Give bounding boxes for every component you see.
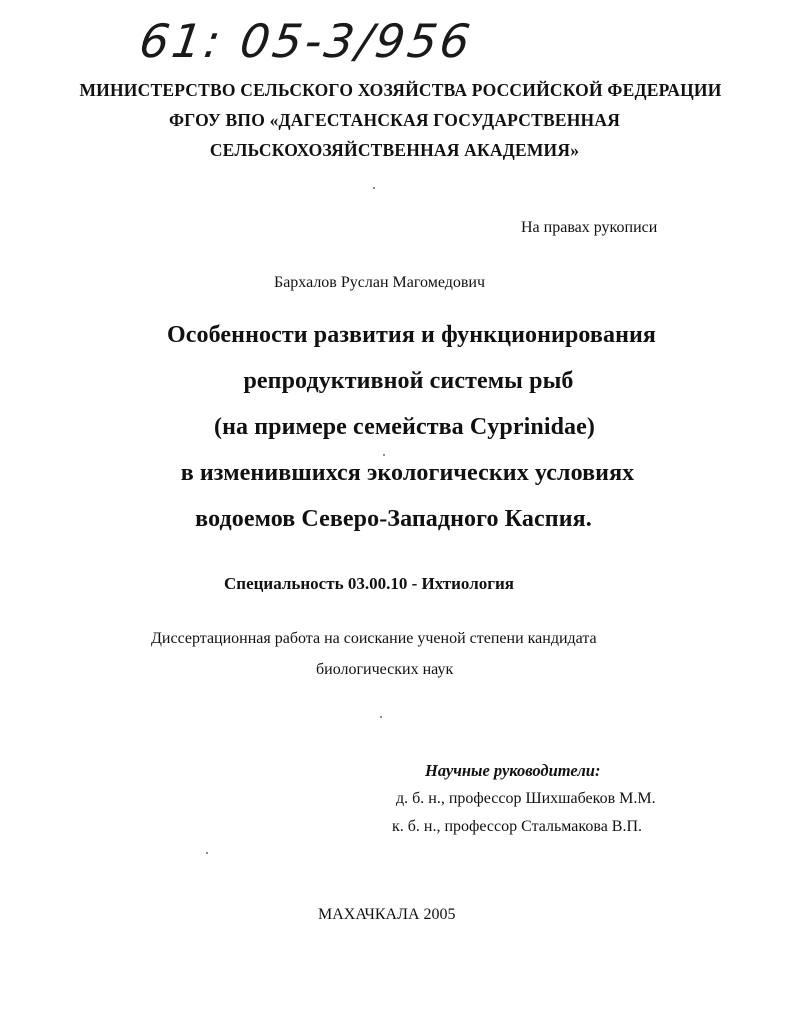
institution-name-line2: СЕЛЬСКОХОЗЯЙСТВЕННАЯ АКАДЕМИЯ» bbox=[209, 140, 580, 160]
title-line-1: Особенности развития и функционирования bbox=[166, 322, 657, 348]
advisor-1: д. б. н., профессор Шихшабеков М.М. bbox=[396, 790, 656, 807]
dissertation-description-line1: Диссертационная работа на соискание ученой степени кандидата bbox=[151, 630, 597, 647]
title-line-2: репродуктивной системы рыб bbox=[243, 368, 574, 394]
scan-speck bbox=[380, 716, 382, 718]
title-line-4: в изменившихся экологических условиях bbox=[180, 460, 635, 486]
specialty: Специальность 03.00.10 - Ихтиология bbox=[224, 574, 514, 593]
dissertation-description-line2: биологических наук bbox=[316, 661, 454, 678]
scan-speck bbox=[206, 852, 208, 854]
manuscript-rights-note: На правах рукописи bbox=[521, 219, 658, 236]
scan-speck bbox=[373, 187, 375, 189]
city-year: МАХАЧКАЛА 2005 bbox=[318, 906, 456, 923]
title-line-3: (на примере семейства Cyprinidae) bbox=[214, 414, 595, 440]
institution-name-line1: ФГОУ ВПО «ДАГЕСТАНСКАЯ ГОСУДАРСТВЕННАЯ bbox=[168, 110, 621, 130]
ministry-name: МИНИСТЕРСТВО СЕЛЬСКОГО ХОЗЯЙСТВА РОССИЙСКОЙ ФЕДЕРАЦИИ bbox=[79, 80, 722, 100]
handwritten-archive-number: 61: 05-3/956 bbox=[136, 14, 477, 68]
advisors-heading: Научные руководители: bbox=[425, 761, 601, 780]
scan-speck bbox=[383, 454, 385, 456]
author-name: Бархалов Руслан Магомедович bbox=[274, 274, 486, 291]
advisor-2: к. б. н., профессор Стальмакова В.П. bbox=[392, 818, 643, 835]
title-line-5: водоемов Северо-Западного Каспия. bbox=[195, 506, 592, 532]
